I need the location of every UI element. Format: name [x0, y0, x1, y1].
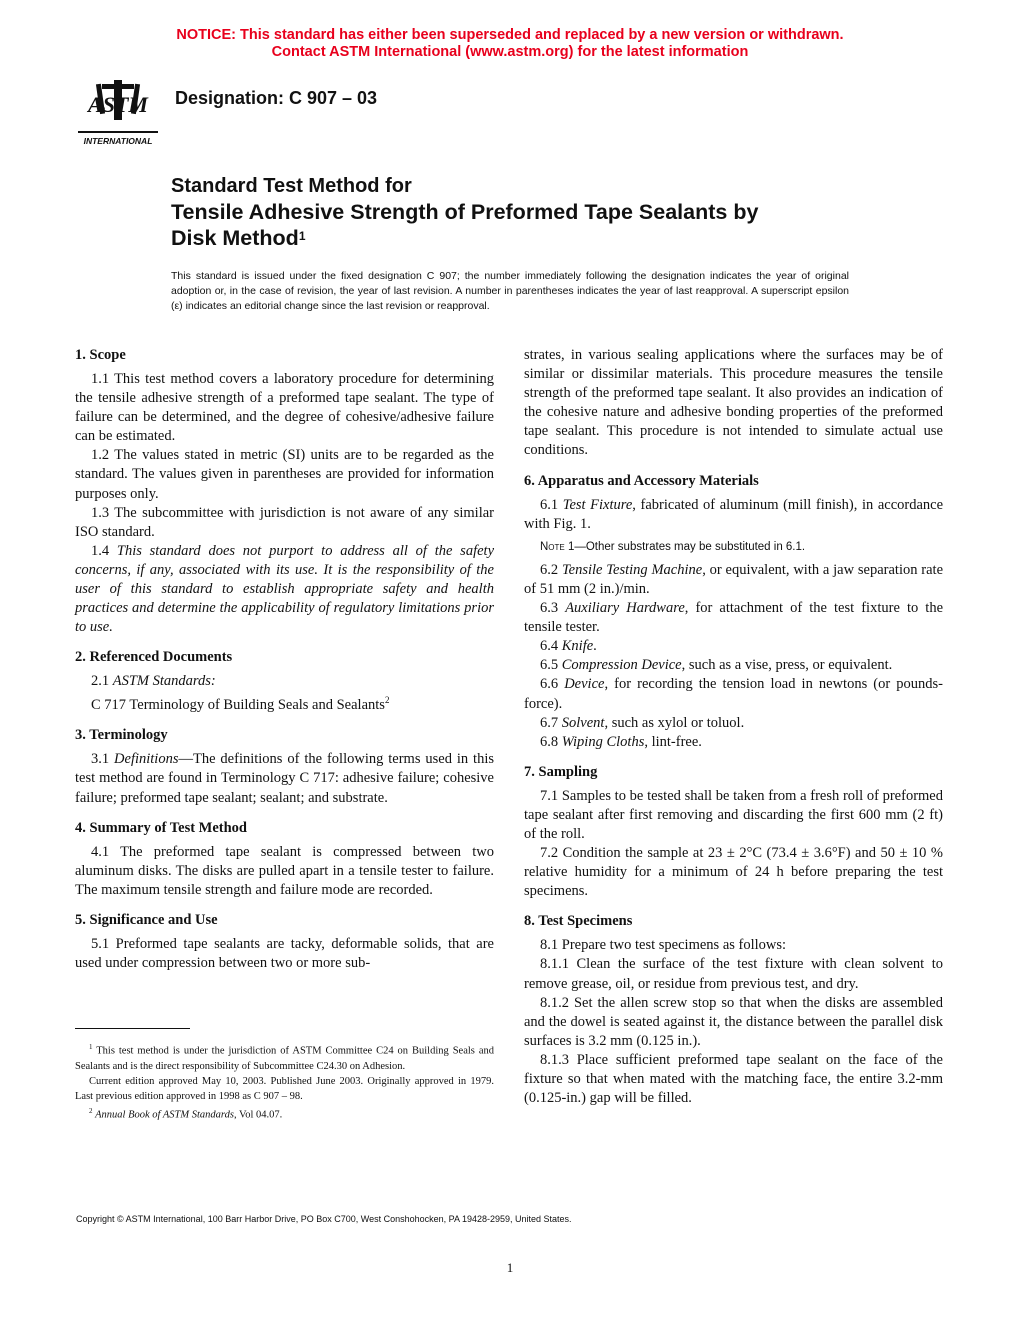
- preamble: This standard is issued under the fixed designation C 907; the number immediately following the designation indicates the year of original adoption or, in the case of revision, the year of last revision. A number in parentheses indicates the year of last reapproval. A superscript epsilon (ε) indicates an editorial change since the last revision or reapproval.: [171, 270, 849, 312]
- left-column: [75, 346, 494, 973]
- page-number: 1: [506, 1260, 514, 1275]
- notice-banner: [0, 27, 1020, 61]
- scope-p3: 1.3 The subcommittee with jurisdiction is not aware of any similar ISO standard.: [75, 504, 494, 540]
- apparatus-item: 6.4 Knife.: [540, 638, 597, 655]
- apparatus-item: 6.3 Auxiliary Hardware, for attachment of the test fixture to the tensile tester.: [524, 600, 944, 636]
- logo-subtext: INTERNATIONAL: [83, 136, 153, 146]
- apparatus-item: 6.8 Wiping Cloths, lint-free.: [540, 733, 702, 750]
- footnote-divider: [75, 1028, 190, 1029]
- apparatus-note: Note 1—Other substrates may be substituted in 6.1.: [540, 540, 806, 553]
- footnotes: [75, 1040, 494, 1122]
- significance-p1b: strates, in various sealing applications where the surfaces may be of similar or dissimilar materials. This procedure measures the tensile strength of the preformed tape sealant. It also provides an indication of the cohesive nature and adhesive bonding properties of the preformed tape sealant. This procedure is not intended to simulate actual use conditions.: [524, 347, 943, 459]
- scope-p2: 1.2 The values stated in metric (SI) units are to be regarded as the standard. The values given in parentheses are provided for information purposes only.: [75, 447, 494, 502]
- apparatus-item: 6.1 Test Fixture, fabricated of aluminum (mill finish), in accordance with Fig. 1.: [524, 496, 944, 532]
- scope-p4: 1.4 This standard does not purport to address all of the safety concerns, if any, associated with its use. It is the responsibility of the user of this standard to establish appropriate safety and health practices and determine the applicability of regulatory limitations prior to use.: [75, 542, 495, 636]
- specimens-heading: 8. Test Specimens: [524, 913, 633, 930]
- apparatus-item: 6.7 Solvent, such as xylol or toluol.: [540, 714, 745, 731]
- summary-heading: 4. Summary of Test Method: [75, 819, 247, 836]
- specimens-p1: 8.1 Prepare two test specimens as follows:: [540, 937, 787, 954]
- scope-heading: 1. Scope: [75, 347, 126, 363]
- sampling-p2: 7.2 Condition the sample at 23 ± 2°C (73.4 ± 3.6°F) and 50 ± 10 % relative humidity for a minimum of 24 h before preparing the test specimens.: [524, 845, 943, 900]
- significance-heading: 5. Significance and Use: [75, 911, 218, 928]
- scope-p1: 1.1 This test method covers a laboratory procedure for determining the tensile adhesive strength of a preformed tape sealant. The type of failure can be determined, and the degree of cohesive/adhesive failure can be estimated.: [75, 371, 494, 445]
- right-column: [524, 346, 943, 1108]
- referenced-heading: 2. Referenced Documents: [75, 649, 233, 666]
- referenced-p2: C 717 Terminology of Building Seals and Sealants$^2$: [91, 695, 390, 714]
- title-line-1: Standard Test Method for: [171, 175, 412, 197]
- specimens-p3: 8.1.2 Set the allen screw stop so that when the disks are assembled and the dowel is seated against it, the distance between the parallel disk surfaces is 3.2 mm (0.125 in.).: [524, 994, 943, 1049]
- significance-p1a: 5.1 Preformed tape sealants are tacky, deformable solids, that are used under compression between two or more sub-: [75, 935, 494, 971]
- footnote-1b: Current edition approved May 10, 2003. Published June 2003. Originally approved in 1979. Last previous edition approved in 1998 as C 907 – 98.: [75, 1075, 494, 1102]
- terminology-p1: 3.1 Definitions—The definitions of the following terms used in this test method are found in Terminology C 717: adhesive failure; cohesive failure; preformed tape sealant; sealant; and substrate.: [75, 751, 494, 806]
- title-line-3: Disk Method$^1$: [171, 226, 306, 250]
- sampling-heading: 7. Sampling: [524, 763, 598, 780]
- title-footnote-mark: 1: [298, 229, 306, 243]
- logo-text: ASTM: [88, 92, 148, 117]
- document-title: [171, 174, 891, 251]
- astm-logo-icon: [76, 76, 160, 150]
- title-line-2: Tensile Adhesive Strength of Preformed Tape Sealants by: [171, 200, 759, 224]
- specimens-p4: 8.1.3 Place sufficient preformed tape sealant on the face of the fixture so that when mated with the matching face, the entire 3.2-mm (0.125-in.) gap will be filled.: [524, 1051, 943, 1107]
- terminology-heading: 3. Terminology: [75, 727, 168, 744]
- referenced-p1: 2.1 ASTM Standards:: [91, 673, 216, 690]
- apparatus-heading: 6. Apparatus and Accessory Materials: [524, 472, 759, 489]
- footnote-1: $^1$ This test method is under the jurisdiction of ASTM Committee C24 on Building Seals and Sealants and is the direct responsibility of Subcommittee C24.30 on Adhesion.: [75, 1043, 494, 1072]
- footnote-2: $^2$ Annual Book of ASTM Standards, Vol 04.07.: [89, 1106, 283, 1120]
- designation: Designation: C 907 – 03: [175, 88, 378, 108]
- notice-line-1: NOTICE: This standard has either been superseded and replaced by a new version or withdrawn.: [176, 27, 844, 43]
- sampling-p1: 7.1 Samples to be tested shall be taken from a fresh roll of preformed tape sealant after first removing and discarding the first 600 mm (2 ft) of the roll.: [524, 787, 943, 842]
- apparatus-item: 6.2 Tensile Testing Machine, or equivalent, with a jaw separation rate of 51 mm (2 in.)/min.: [524, 561, 944, 597]
- copyright: Copyright © ASTM International, 100 Barr Harbor Drive, PO Box C700, West Conshohocken, PA 19428-2959, United States.: [76, 1214, 572, 1224]
- apparatus-item: 6.5 Compression Device, such as a vise, press, or equivalent.: [540, 657, 893, 674]
- notice-line-2: Contact ASTM International (www.astm.org) for the latest information: [271, 44, 749, 60]
- apparatus-item: 6.6 Device, for recording the tension load in newtons (or pounds-force).: [524, 676, 944, 712]
- specimens-p2: 8.1.1 Clean the surface of the test fixture with clean solvent to remove grease, oil, or residue from previous test, and dry.: [524, 956, 943, 992]
- summary-p1: 4.1 The preformed tape sealant is compressed between two aluminum disks. The disks are pulled apart in a tensile tester to failure. The maximum tensile strength and failure mode are recorded.: [75, 843, 494, 898]
